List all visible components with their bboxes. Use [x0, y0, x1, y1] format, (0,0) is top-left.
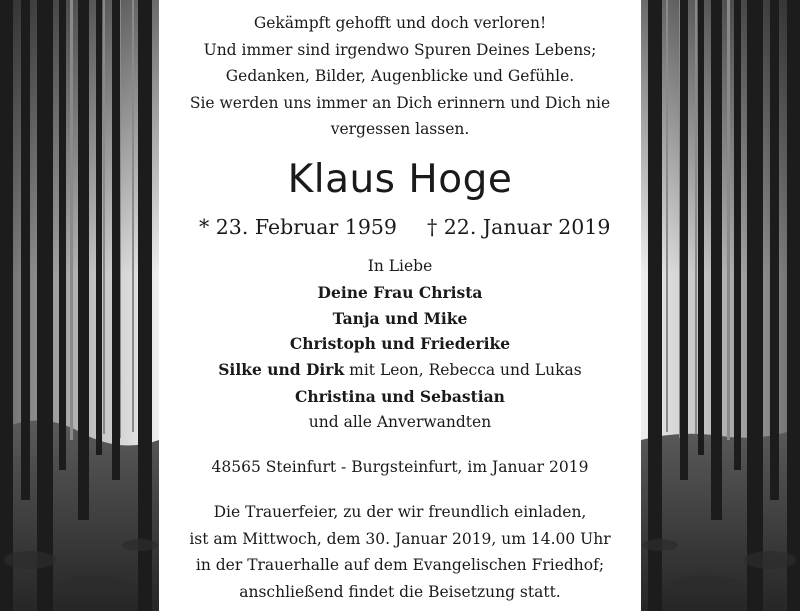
- mourners-intro: In Liebe: [367, 257, 433, 275]
- forest-image-left: [0, 0, 159, 611]
- poem-line: Und immer sind irgendwo Spuren Deines Lebens;: [203, 40, 597, 59]
- forest-photo-left: [0, 0, 159, 611]
- service-line: anschließend findet die Beisetzung statt.: [239, 582, 561, 601]
- service-line: ist am Mittwoch, dem 30. Januar 2019, um 14.00 Uhr: [189, 529, 611, 548]
- mourner-family-with-children: [159, 357, 641, 384]
- service-line: in der Trauerhalle auf dem Evangelischen Friedhof;: [195, 556, 605, 574]
- funeral-service-info: [159, 499, 641, 605]
- birth-date: * 23. Februar 1959: [199, 215, 397, 239]
- death-date: † 22. Januar 2019: [427, 215, 611, 239]
- mourners-others: und alle Anverwandten: [308, 412, 492, 431]
- mourner-children: mit Leon, Rebecca und Lukas: [344, 361, 582, 380]
- service-line: Die Trauerfeier, zu der wir freundlich einladen,: [213, 503, 587, 521]
- deceased-name: Klaus Hoge: [287, 157, 513, 202]
- mourner-wife: Deine Frau Christa: [317, 282, 483, 302]
- forest-photo-right: [641, 0, 800, 611]
- obituary-panel: [159, 0, 641, 611]
- mourner-family: Tanja und Mike: [332, 308, 468, 328]
- life-dates: [159, 212, 641, 242]
- mourner-family: Christoph und Friederike: [289, 334, 511, 354]
- memorial-poem: [159, 10, 641, 143]
- place-and-date: 48565 Steinfurt - Burgsteinfurt, im Januar 2019: [211, 458, 589, 476]
- mourner-family-names: Silke und Dirk: [218, 360, 345, 380]
- poem-line: Gedanken, Bilder, Augenblicke und Gefühle.: [225, 67, 575, 85]
- poem-line: Sie werden uns immer an Dich erinnern und Dich nie: [189, 93, 611, 112]
- mourner-family: Christina und Sebastian: [295, 386, 505, 406]
- forest-image-right: [641, 0, 800, 611]
- mourners-list: [159, 254, 641, 436]
- poem-line: vergessen lassen.: [330, 120, 470, 138]
- poem-line: Gekämpft gehofft und doch verloren!: [253, 14, 547, 32]
